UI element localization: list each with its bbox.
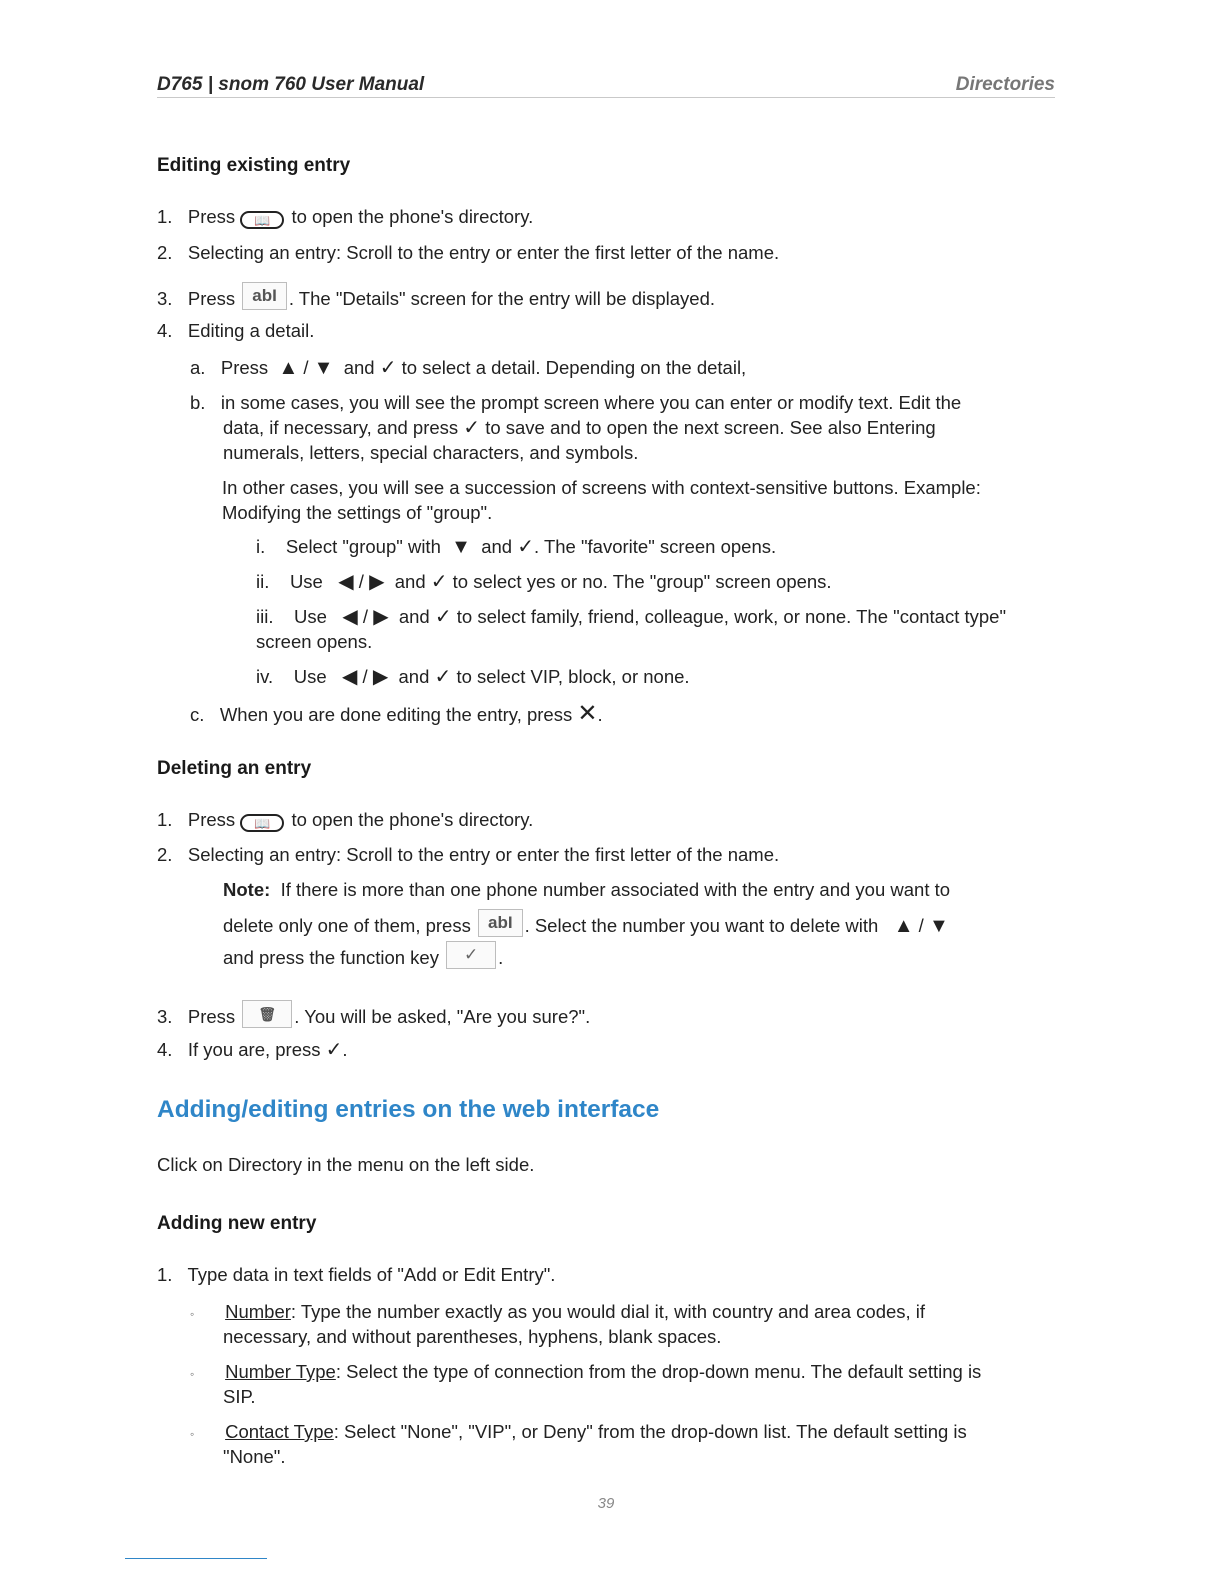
bullet-icon: ◦: [190, 1367, 195, 1381]
step-text: Press: [187, 288, 236, 309]
number-type-term: Number Type: [225, 1361, 336, 1382]
deleting-step-4: [157, 1037, 348, 1062]
bullet-text: : Select the type of connection from the drop-down menu. The default setting is: [335, 1361, 982, 1382]
step-text: Selecting an entry: Scroll to the entry or enter the first letter of the name.: [187, 242, 780, 263]
check-key-icon: ✓: [446, 941, 496, 969]
down-arrow-icon: ▼: [928, 915, 949, 937]
step-number: iii.: [256, 606, 274, 627]
note-line1: [223, 879, 950, 901]
step-text: to select family, friend, colleague, work, or none. The "contact type": [456, 606, 1007, 627]
header-title: D765 | snom 760 User Manual: [157, 74, 425, 95]
step-text: to save and to open the next screen. See also Entering: [485, 417, 936, 438]
web-heading: Adding/editing entries on the web interface: [157, 1096, 660, 1123]
directory-key-icon: 📖: [240, 814, 284, 832]
edit-key-icon: abI: [242, 282, 287, 310]
step-text: and: [343, 357, 375, 378]
check-icon: ✓: [517, 536, 534, 558]
up-arrow-icon: ▲: [893, 915, 914, 937]
step-text: to select yes or no. The "group" screen opens.: [452, 571, 832, 592]
note-text: delete only one of them, press: [223, 915, 471, 936]
web-intro: Click on Directory in the menu on the left side.: [157, 1154, 535, 1175]
other-cases-line2: Modifying the settings of "group".: [222, 502, 493, 523]
right-arrow-icon: ▶: [373, 606, 389, 628]
step-number: c.: [190, 704, 205, 725]
step-number: 1.: [157, 1264, 173, 1285]
step-text: Press: [187, 809, 236, 830]
editing-step-1: [157, 206, 533, 229]
step-text: to open the phone's directory.: [291, 809, 534, 830]
right-arrow-icon: ▶: [369, 571, 385, 593]
step-number: 2.: [157, 844, 173, 865]
note-line3: [223, 941, 503, 969]
bullet-number-type-line2: SIP.: [223, 1386, 256, 1407]
step-number: 4.: [157, 1039, 173, 1060]
step-number: iv.: [256, 666, 274, 687]
step-text: When you are done editing the entry, press: [219, 704, 573, 725]
editing-step-4b-line3: numerals, letters, special characters, and symbols.: [223, 442, 639, 463]
deleting-heading: Deleting an entry: [157, 758, 312, 779]
left-arrow-icon: ◀: [342, 666, 358, 688]
note-label: Note:: [223, 879, 271, 900]
substep-i: [256, 534, 776, 559]
step-text: If you are, press: [187, 1039, 321, 1060]
step-text: .: [597, 704, 603, 725]
step-text: Type data in text fields of "Add or Edit Entry".: [187, 1264, 556, 1285]
check-icon: ✓: [430, 571, 448, 593]
step-number: 4.: [157, 320, 173, 341]
adding-step-1: [157, 1264, 555, 1286]
editing-step-4b: [190, 390, 961, 415]
note-line2: delete only one of them, press abI . Select the number you want to delete with ▲ / ▼: [223, 909, 949, 938]
step-text: . The "favorite" screen opens.: [534, 536, 777, 557]
editing-step-4: [157, 320, 314, 342]
bullet-contact-type: [190, 1419, 967, 1447]
step-text: and: [398, 606, 430, 627]
note-text: . Select the number you want to delete with: [524, 915, 879, 936]
down-arrow-icon: ▼: [313, 357, 334, 379]
step-number: 3.: [157, 1006, 173, 1027]
step-text: Editing a detail.: [187, 320, 315, 341]
header-rule: [157, 97, 1055, 98]
step-text: . The "Details" screen for the entry will be displayed.: [288, 288, 716, 309]
edit-key-icon: abI: [478, 909, 523, 937]
substep-ii: ii. Use ◀ / ▶ and ✓ to select yes or no. The "group" screen opens.: [256, 571, 832, 593]
bullet-text: : Select "None", "VIP", or Deny" from the drop-down list. The default setting is: [333, 1421, 967, 1442]
step-number: a.: [190, 357, 206, 378]
trash-key-icon: 🗑: [242, 1000, 292, 1028]
editing-step-4b-line2: [223, 415, 936, 441]
step-text: and: [481, 536, 513, 557]
bullet-number: [190, 1299, 925, 1327]
check-icon: ✓: [434, 606, 452, 628]
check-icon: ✓: [434, 666, 452, 688]
step-text: Press: [220, 357, 269, 378]
other-cases-line1: In other cases, you will see a succession of screens with context-sensitive buttons. Example:: [222, 477, 981, 498]
contact-type-term: Contact Type: [225, 1421, 334, 1442]
bullet-number-line2: necessary, and without parentheses, hyphens, blank spaces.: [223, 1326, 722, 1347]
right-arrow-icon: ▶: [372, 666, 389, 688]
substep-iii: iii. Use ◀ / ▶ and ✓ to select family, friend, colleague, work, or none. The "contact type": [256, 606, 1007, 628]
editing-step-4a: a. Press ▲ / ▼ and ✓ to select a detail. Depending on the detail,: [190, 357, 747, 379]
step-text: Use: [293, 666, 327, 687]
step-number: 2.: [157, 242, 173, 263]
left-arrow-icon: ◀: [338, 571, 354, 593]
editing-heading: Editing existing entry: [157, 155, 351, 176]
step-number: ii.: [256, 571, 270, 592]
step-text: to select VIP, block, or none.: [456, 666, 690, 687]
step-text: data, if necessary, and press: [223, 417, 459, 438]
step-number: b.: [190, 392, 206, 413]
step-text: to open the phone's directory.: [291, 206, 534, 227]
step-number: 3.: [157, 288, 173, 309]
editing-step-4c: [190, 699, 603, 728]
down-arrow-icon: ▼: [451, 536, 471, 558]
step-number: 1.: [157, 809, 173, 830]
directory-key-icon: 📖: [240, 211, 284, 229]
editing-step-2: [157, 242, 779, 264]
adding-heading: Adding new entry: [157, 1213, 317, 1234]
deleting-step-2: [157, 844, 779, 866]
up-arrow-icon: ▲: [278, 357, 299, 379]
left-arrow-icon: ◀: [342, 606, 358, 628]
step-text: to select a detail. Depending on the detail,: [401, 357, 747, 378]
bullet-number-type: [190, 1359, 981, 1387]
step-text: Press: [187, 1006, 236, 1027]
step-number: 1.: [157, 206, 173, 227]
check-icon: ✓: [463, 417, 481, 439]
step-text: and: [394, 571, 426, 592]
page-number: 39: [597, 1495, 615, 1512]
editing-step-3: [157, 282, 715, 310]
step-text: Selecting an entry: Scroll to the entry or enter the first letter of the name.: [187, 844, 780, 865]
header-section: Directories: [955, 74, 1055, 95]
check-icon: ✓: [379, 357, 397, 379]
check-icon: ✓: [325, 1039, 343, 1061]
step-text: and: [398, 666, 430, 687]
number-field-term: Number: [225, 1301, 291, 1322]
step-number: i.: [256, 536, 266, 557]
note-text: .: [498, 947, 504, 968]
bullet-icon: ◦: [190, 1307, 195, 1321]
step-text: . You will be asked, "Are you sure?".: [294, 1006, 591, 1027]
footer-rule: [125, 1558, 267, 1559]
step-text: Use: [289, 571, 323, 592]
step-text: Press: [187, 206, 236, 227]
bullet-contact-type-line2: "None".: [223, 1446, 286, 1467]
substep-iv: iv. Use ◀ / ▶ and ✓ to select VIP, block, or none.: [256, 666, 690, 688]
close-icon: ✕: [577, 700, 598, 727]
substep-iii-line2: screen opens.: [256, 631, 373, 652]
bullet-text: : Type the number exactly as you would dial it, with country and area codes, if: [290, 1301, 926, 1322]
deleting-step-1: [157, 809, 533, 832]
step-text: Use: [294, 606, 327, 627]
note-text: and press the function key: [223, 947, 439, 968]
step-text: in some cases, you will see the prompt screen where you can enter or modify text. Edit the: [220, 392, 962, 413]
bullet-icon: ◦: [190, 1427, 195, 1441]
deleting-step-3: [157, 1000, 590, 1028]
note-text: If there is more than one phone number associated with the entry and you want to: [280, 879, 951, 900]
step-text: Select "group" with: [285, 536, 441, 557]
step-text: .: [342, 1039, 348, 1060]
